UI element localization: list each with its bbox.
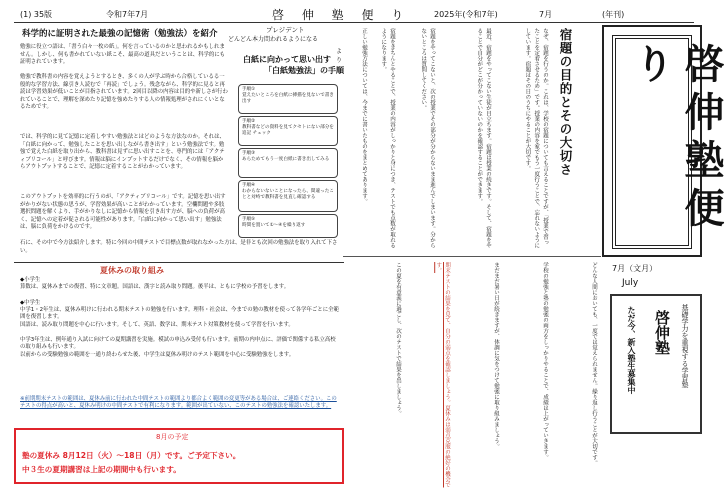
step-card-3 [238, 148, 338, 178]
ad-school-name: 啓伸塾 [653, 310, 671, 355]
step-text: わからないないことになったら、間違ったことと対峙で教科書を見直し確認する [242, 189, 334, 201]
president-label: プレジデント [266, 26, 305, 34]
masthead-title: 啓伸塾便り [628, 43, 724, 235]
masthead [602, 25, 724, 257]
lower-col-red: 期末テストの結果を見て、自分の弱点を確認しましょう。夏休みは弱点克服の絶好の機会です。 [435, 262, 450, 488]
august-schedule-line-1: 塾の夏休み 8月12日（火）～18日（月）です。ご予定下さい。 [22, 451, 241, 460]
article-paragraph-4: このアウトプットを効率的に行うのが、「アクティブリコール」です。記憶を思い出すがかりがない状態の思うが、学習効果が高いことがわかっています。空欄問題や多肢選択問題を解くより、手がかりなしに記憶から情報を引き出す方が、脳への負荷が高く、記憶への定着が促される可能性があります。「白紙に向かって思い出す」勉強法は、脳に負荷をかけるのです。 [20, 194, 226, 231]
lower-col-3: まだまだ暑い日が続きますが、体調に気をつけて勉強に取り組みましょう。 [493, 262, 499, 449]
issue-period: (年刊) [602, 9, 625, 19]
article-paragraph-5: 石に、その中で今方法紹介します。特に今回の中間テストで目標点数が取れなかった方は、是非とも次回の勉強法を取り入れて下さい。 [20, 240, 338, 254]
summer-jr-text-3: 中学3年生は、例年通り入試に向けての夏期講習を実施。模試の申込み受付も行います。前期の内申点に、評価で関係する私立高校の取り組みも行います。 [20, 337, 336, 351]
summer-jr-head: ◆中学生 [20, 300, 41, 306]
lower-col-4: この夏を有意義に過ごし、次のテストで結果を出しましょう。 [395, 262, 401, 416]
issue-year: 2025年(令和7年) [434, 9, 498, 19]
homework-col-4: 宿題をきちんとやることで、授業の内容がしっかりと身につき、テストでも点数が取れるようになります。 [380, 28, 395, 248]
summer-jr-text-4: 以前からの受験勉強の範囲を一通り終わらせた後、中学生は夏休み明けのテスト範囲を中心に受験勉強をします。 [20, 352, 295, 358]
step-text: 時間を置いて①〜④を繰り返す [242, 223, 306, 229]
homework-title: 宿題の目的とその大切さ [558, 28, 573, 177]
ad-recruit-text: ただ今、新入塾生募集中 [627, 306, 636, 394]
step-label: 手順③ [242, 151, 256, 156]
masthead-month-en: July [622, 278, 639, 288]
step-card-4 [238, 180, 338, 212]
summer-elem-head: ◆小学生 [20, 277, 41, 283]
summer-jr-text-2: 国語は、読み取り問題を中心に行います。そして、英語、数学は、期末テスト対策教材を使って学習を行います。 [20, 322, 294, 328]
step-card-2 [238, 116, 338, 146]
step-label: 手順① [242, 87, 256, 92]
step-text: あらためてもう一度白紙に書き出してみる [242, 157, 330, 163]
homework-col-5: 正しい勉強方法については、今までに書いたものをまとめてあります。 [361, 28, 367, 204]
article-paragraph-2: 勉強で教科書の内容を覚えようとするとき、多くの人が学ぶ時から合格しているる一般的な学習方法、線引き人読むで「再読」でしょう。残念ながら、科学的に見ると再読は学習効果が低いことが目指されています。2回目以降の内容は目的や新しさが行われていることで、理解を深めたり記憶を強めたりする人の情報処理がされにくいとなるためです。 [20, 74, 228, 111]
masthead-date: 7月（文月） [612, 264, 658, 273]
issue-number: (1) 35版 [20, 9, 53, 19]
middle-divider [343, 256, 601, 257]
lower-col-2: 学校の勉強と塾の勉強の両方をしっかりやることで、成績は上がっていきます。 [542, 262, 548, 460]
august-schedule-line-2: 中３生の夏期講習は上記の期間中も行います。 [22, 465, 181, 474]
lower-col-1: どんな人間においても、一度では覚えられません。繰り返し行うことが大切です。 [591, 262, 597, 466]
summer-jr-text-1: 中学1・2年生は、夏休み明けに行われる期末テストの勉強を行います。理科・社会は、今までの勉の教材を使って各学年ごとに全範囲を復習します。 [20, 307, 339, 321]
step-text: 覚えたいところを白紙に挿描を見ないで書き出す [242, 93, 334, 105]
issue-date-jp: 令和7年7月 [106, 9, 149, 19]
board-title: 白紙に向かって思い出す [243, 55, 331, 64]
step-card-1 [238, 84, 338, 114]
issue-month: 7月 [539, 9, 553, 19]
step-text: 教科書などの資料を見てクセトにない部分を追記 チェック [242, 125, 334, 137]
step-label: 手順② [242, 119, 256, 124]
ad-school-tagline: 基礎学力を重視する学習塾 [681, 304, 689, 388]
ad-box [610, 294, 702, 434]
section-divider [14, 262, 344, 263]
newsletter-title: 啓 伸 塾 便 り [272, 7, 411, 22]
step-card-5 [238, 214, 338, 238]
summer-title: 夏休みの取り組み [100, 266, 164, 275]
homework-col-1: なぜ、宿題を行うのか。これは、学校の宿題についても言えることですが、「授業で習ったことを定着させるため」です。授業の内容を家でもう一度行うことで、忘れないようにしています。宿題はその日のうちにやることが大切です。 [524, 28, 548, 248]
masthead-inner-frame [612, 35, 724, 249]
article-paragraph-1: 勉強に役立つ語は、「書う白々一枚の紙」。何を言っているのかと思われるかもしれません。しかし、何も書かれていない紙こそ、最高の道具だということは、科学的にも証明されています。 [20, 44, 226, 66]
president-subtitle: どんどん本力問われるようになる [228, 36, 319, 43]
summer-note: ※前期期末テストの範囲は、夏休み前に行われた中間テストの範囲より都合よく範囲の変更等がある場合は、ご連絡ください。このテストの得点が高いと、夏休み明けの中間テストで有利になります。範囲が出ていない、このテストの勉強法を確認いたします。 [20, 396, 337, 410]
steps-illustration [238, 82, 340, 290]
summer-elem-text: 算数は、夏休みまでの復習、特に文章題。国語は、漢字と読み取り問題。後半は、ともに学校の予習をします。 [20, 284, 290, 290]
president-more: より [336, 48, 343, 64]
board-subtitle: 「白紙勉強法」の手順 [264, 66, 344, 75]
article-paragraph-3: では、科学的に見て記憶に定着しやすい勉強法とはどのような方法なのか。それは、「白紙に向かって、勉強したことを思い出しながら書き出す」という勉強法です。勉強で覚えた白紙を取り出から、教科書は見ずに思い出すことを、専門的には「アクティブリコール」と呼びます。情報は脳にインプットするだけでなく、その情報を脳からアウトプットすることで、記憶に定着することがわかっています。 [20, 134, 225, 171]
article-title: 科学的に証明された最強の記憶術（勉強法）を紹介 [22, 29, 218, 39]
august-schedule-box [14, 428, 344, 484]
step-label: 手順④ [242, 183, 256, 188]
august-schedule-title: 8月の予定 [156, 433, 189, 441]
homework-col-2: 最近、宿題をやってこない生徒が目立ちます。宿題は授業の続きです。そして、宿題をやることで自分がどこが分かっていないのかを確認することができます。 [476, 28, 491, 248]
header-bar [14, 6, 694, 23]
homework-col-3: 宿題をやってこないと、次の授業でその部分が分からないまま進んでしまいます。分からないところは質問してください。 [420, 28, 435, 248]
step-label: 手順⑤ [242, 217, 256, 222]
